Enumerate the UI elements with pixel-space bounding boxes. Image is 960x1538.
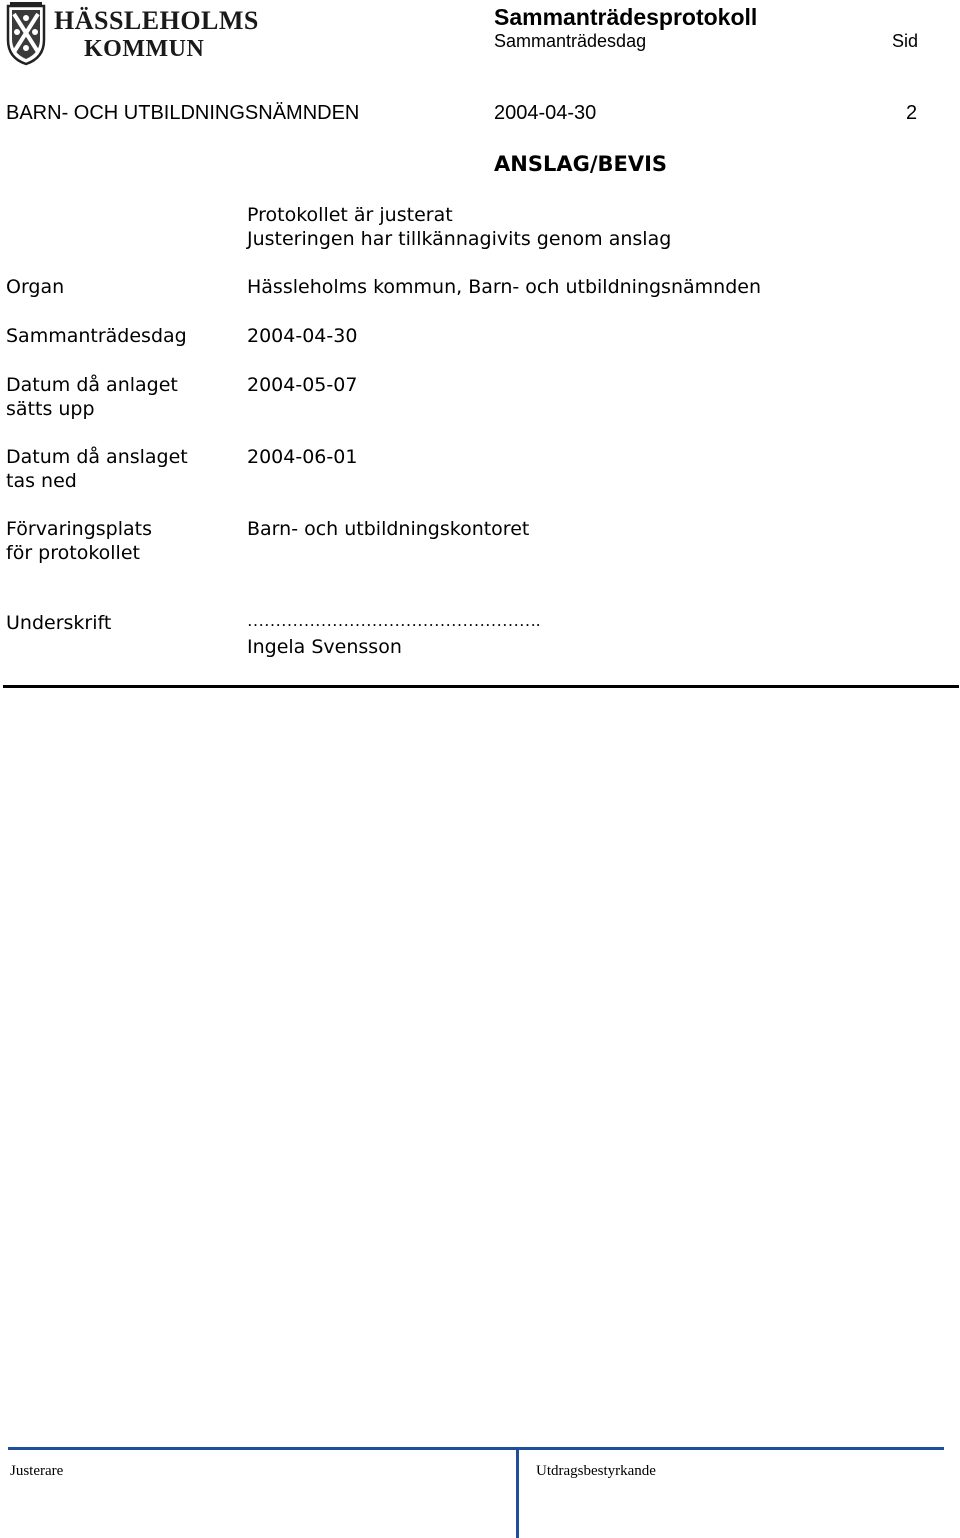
notice-heading: ANSLAG/BEVIS (494, 152, 668, 176)
logo-text-line1: HÄSSLEHOLMS (54, 6, 259, 35)
field-label-posted-line1: Datum då anlaget (6, 374, 178, 396)
footer-divider (516, 1449, 519, 1538)
footer-justerare: Justerare (10, 1463, 64, 1479)
field-label-organ: Organ (6, 276, 65, 298)
footer-utdragsbestyrkande: Utdragsbestyrkande (536, 1463, 656, 1479)
coat-of-arms-icon (4, 2, 48, 66)
field-label-posted-line2: sätts upp (6, 398, 95, 420)
field-label-storage-line1: Förvaringsplats (6, 518, 152, 540)
logo-text-line2: KOMMUN (84, 36, 205, 62)
field-label-meeting-date: Sammanträdesdag (6, 325, 187, 347)
field-label-removed-line2: tas ned (6, 470, 77, 492)
field-label-removed-line1: Datum då anslaget (6, 446, 188, 468)
meeting-date: 2004-04-30 (494, 102, 597, 124)
page-number: 2 (906, 102, 918, 124)
page-label: Sid (892, 31, 919, 51)
document-title: Sammanträdesprotokoll (494, 4, 758, 30)
field-value-meeting-date: 2004-04-30 (247, 325, 358, 347)
committee-name: BARN- OCH UTBILDNINGSNÄMNDEN (6, 102, 360, 124)
meeting-date-label: Sammanträdesdag (494, 31, 647, 51)
footer-rule-right (518, 1447, 944, 1450)
notice-line-2: Justeringen har tillkännagivits genom anslag (247, 228, 672, 250)
signature-line: ……………………………………………. (247, 611, 541, 630)
notice-line-1: Protokollet är justerat (247, 204, 453, 226)
municipality-logo (4, 2, 259, 68)
signatory-name: Ingela Svensson (247, 636, 402, 658)
section-divider (3, 685, 959, 688)
field-value-removed: 2004-06-01 (247, 446, 358, 468)
signature-label: Underskrift (6, 612, 112, 634)
field-value-posted: 2004-05-07 (247, 374, 358, 396)
field-label-storage-line2: för protokollet (6, 542, 140, 564)
field-value-organ: Hässleholms kommun, Barn- och utbildningsnämnden (247, 276, 761, 298)
field-value-storage: Barn- och utbildningskontoret (247, 518, 530, 540)
footer-rule-left (8, 1447, 518, 1450)
